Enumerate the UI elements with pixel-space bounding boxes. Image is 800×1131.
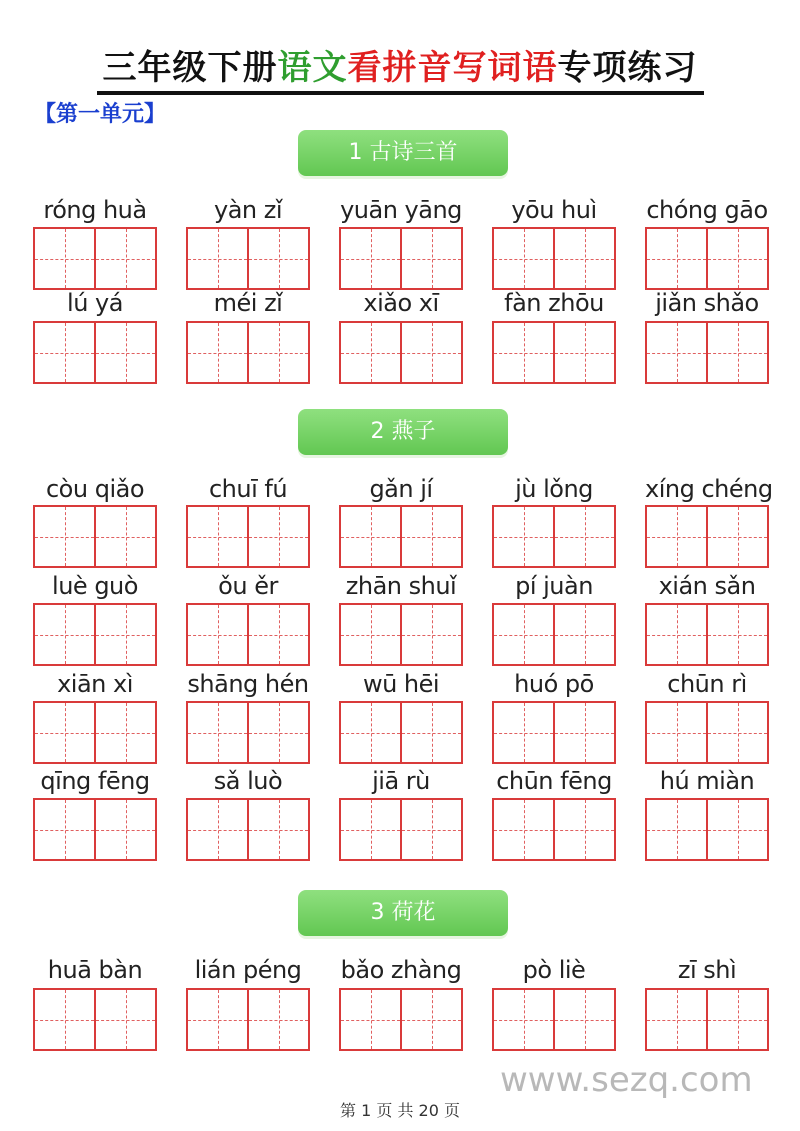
pinyin-label: chūn rì: [667, 670, 747, 698]
character-box[interactable]: [706, 703, 767, 762]
character-box[interactable]: [94, 605, 155, 664]
writing-grid[interactable]: [186, 798, 310, 861]
pinyin-label: chuī fú: [208, 475, 288, 503]
writing-grid[interactable]: [33, 603, 157, 666]
pinyin-label: huā bàn: [47, 956, 143, 984]
character-box[interactable]: [553, 800, 614, 859]
pinyin-label: jiǎn shǎo: [655, 289, 759, 317]
writing-grid[interactable]: [492, 603, 616, 666]
character-box[interactable]: [341, 800, 400, 859]
writing-grid[interactable]: [33, 988, 157, 1051]
character-box[interactable]: [341, 703, 400, 762]
pinyin-label: hú miàn: [659, 767, 755, 795]
character-box[interactable]: [647, 990, 706, 1049]
pinyin-label: xíng chéng: [645, 475, 773, 503]
pinyin-label: sǎ luò: [213, 767, 283, 795]
page-footer: 第 1 页 共 20 页: [340, 1101, 460, 1120]
character-box[interactable]: [553, 229, 614, 288]
pinyin-label: qīng fēng: [40, 767, 150, 795]
character-box[interactable]: [400, 990, 461, 1049]
writing-grid[interactable]: [492, 321, 616, 384]
character-box[interactable]: [35, 507, 94, 566]
character-box[interactable]: [341, 605, 400, 664]
character-box[interactable]: [647, 703, 706, 762]
pinyin-label: fàn zhōu: [504, 289, 604, 317]
character-box[interactable]: [247, 605, 308, 664]
pinyin-label: lú yá: [67, 289, 123, 317]
writing-grid[interactable]: [645, 701, 769, 764]
character-box[interactable]: [647, 229, 706, 288]
character-box[interactable]: [188, 703, 247, 762]
character-box[interactable]: [400, 703, 461, 762]
pinyin-label: xián sǎn: [658, 572, 756, 600]
watermark: www.sezq.com: [500, 1060, 753, 1100]
pinyin-label: zī shì: [677, 956, 737, 984]
writing-grid[interactable]: [492, 988, 616, 1051]
character-box[interactable]: [188, 323, 247, 382]
character-box[interactable]: [553, 323, 614, 382]
writing-grid[interactable]: [339, 321, 463, 384]
character-box[interactable]: [400, 800, 461, 859]
title-part-practice: 专项练习: [557, 48, 698, 88]
writing-grid[interactable]: [186, 701, 310, 764]
character-box[interactable]: [706, 507, 767, 566]
writing-grid[interactable]: [186, 603, 310, 666]
character-box[interactable]: [553, 990, 614, 1049]
pinyin-label: yuān yāng: [340, 196, 462, 224]
character-box[interactable]: [94, 323, 155, 382]
unit-label: 【第一单元】: [34, 101, 167, 127]
pinyin-label: róng huà: [43, 196, 147, 224]
writing-grid[interactable]: [33, 227, 157, 290]
character-box[interactable]: [247, 229, 308, 288]
writing-grid[interactable]: [645, 321, 769, 384]
character-box[interactable]: [494, 605, 553, 664]
writing-grid[interactable]: [492, 505, 616, 568]
character-box[interactable]: [706, 323, 767, 382]
writing-grid[interactable]: [339, 988, 463, 1051]
pinyin-label: ǒu ěr: [218, 572, 278, 600]
writing-grid[interactable]: [645, 988, 769, 1051]
character-box[interactable]: [400, 605, 461, 664]
pinyin-label: xiān xì: [57, 670, 133, 698]
writing-grid[interactable]: [186, 505, 310, 568]
character-box[interactable]: [188, 229, 247, 288]
character-box[interactable]: [341, 323, 400, 382]
lesson-heading: 3 荷花: [298, 890, 508, 936]
writing-grid[interactable]: [339, 505, 463, 568]
character-box[interactable]: [188, 507, 247, 566]
character-box[interactable]: [35, 605, 94, 664]
character-box[interactable]: [94, 229, 155, 288]
character-box[interactable]: [94, 990, 155, 1049]
character-box[interactable]: [494, 507, 553, 566]
character-box[interactable]: [494, 229, 553, 288]
pinyin-label: jiā rù: [372, 767, 430, 795]
pinyin-label: còu qiǎo: [45, 475, 144, 503]
writing-grid[interactable]: [33, 798, 157, 861]
character-box[interactable]: [94, 507, 155, 566]
pinyin-label: chóng gāo: [646, 196, 768, 224]
writing-grid[interactable]: [645, 505, 769, 568]
character-box[interactable]: [647, 605, 706, 664]
pinyin-label: pí juàn: [515, 572, 593, 600]
pinyin-label: shāng hén: [187, 670, 309, 698]
character-box[interactable]: [247, 800, 308, 859]
writing-grid[interactable]: [33, 321, 157, 384]
character-box[interactable]: [188, 800, 247, 859]
writing-grid[interactable]: [492, 701, 616, 764]
character-box[interactable]: [553, 703, 614, 762]
lesson-heading: 2 燕子: [298, 409, 508, 455]
pinyin-label: méi zǐ: [213, 289, 283, 317]
character-box[interactable]: [247, 703, 308, 762]
title-part-task: 看拼音写词语: [347, 48, 558, 88]
character-box[interactable]: [494, 703, 553, 762]
writing-grid[interactable]: [492, 798, 616, 861]
character-box[interactable]: [188, 990, 247, 1049]
character-box[interactable]: [400, 323, 461, 382]
character-box[interactable]: [35, 703, 94, 762]
character-box[interactable]: [400, 229, 461, 288]
pinyin-label: wū hēi: [362, 670, 440, 698]
character-box[interactable]: [94, 800, 155, 859]
character-box[interactable]: [494, 990, 553, 1049]
pinyin-label: luè guò: [52, 572, 138, 600]
character-box[interactable]: [494, 800, 553, 859]
character-box[interactable]: [341, 229, 400, 288]
character-box[interactable]: [647, 800, 706, 859]
pinyin-label: jù lǒng: [515, 475, 593, 503]
pinyin-label: pò liè: [522, 956, 586, 984]
lesson-heading: 1 古诗三首: [298, 130, 508, 176]
pinyin-label: huó pō: [514, 670, 594, 698]
writing-grid[interactable]: [645, 227, 769, 290]
writing-grid[interactable]: [186, 321, 310, 384]
character-box[interactable]: [247, 323, 308, 382]
writing-grid[interactable]: [339, 798, 463, 861]
character-box[interactable]: [706, 990, 767, 1049]
writing-grid[interactable]: [645, 798, 769, 861]
pinyin-label: zhān shuǐ: [345, 572, 457, 600]
character-box[interactable]: [706, 800, 767, 859]
writing-grid[interactable]: [186, 227, 310, 290]
pinyin-label: yàn zǐ: [213, 196, 282, 224]
character-box[interactable]: [341, 990, 400, 1049]
writing-grid[interactable]: [339, 701, 463, 764]
character-box[interactable]: [94, 703, 155, 762]
character-box[interactable]: [647, 507, 706, 566]
pinyin-label: lián péng: [194, 956, 302, 984]
character-box[interactable]: [341, 507, 400, 566]
writing-grid[interactable]: [33, 701, 157, 764]
character-box[interactable]: [188, 605, 247, 664]
page-title: [97, 40, 704, 95]
character-box[interactable]: [247, 990, 308, 1049]
character-box[interactable]: [400, 507, 461, 566]
character-box[interactable]: [35, 229, 94, 288]
pinyin-label: yōu huì: [511, 196, 597, 224]
pinyin-label: gǎn jí: [369, 475, 433, 503]
character-box[interactable]: [35, 990, 94, 1049]
character-box[interactable]: [553, 605, 614, 664]
character-box[interactable]: [647, 323, 706, 382]
title-part-grade: 三年级下册: [102, 48, 278, 88]
pinyin-label: xiǎo xī: [363, 289, 439, 317]
pinyin-label: chūn fēng: [496, 767, 612, 795]
title-part-subject: 语文: [277, 48, 348, 88]
character-box[interactable]: [247, 507, 308, 566]
writing-grid[interactable]: [33, 505, 157, 568]
writing-grid[interactable]: [492, 227, 616, 290]
writing-grid[interactable]: [339, 227, 463, 290]
character-box[interactable]: [35, 323, 94, 382]
character-box[interactable]: [35, 800, 94, 859]
writing-grid[interactable]: [645, 603, 769, 666]
character-box[interactable]: [706, 605, 767, 664]
character-box[interactable]: [494, 323, 553, 382]
character-box[interactable]: [553, 507, 614, 566]
pinyin-label: bǎo zhàng: [340, 956, 462, 984]
writing-grid[interactable]: [186, 988, 310, 1051]
writing-grid[interactable]: [339, 603, 463, 666]
character-box[interactable]: [706, 229, 767, 288]
